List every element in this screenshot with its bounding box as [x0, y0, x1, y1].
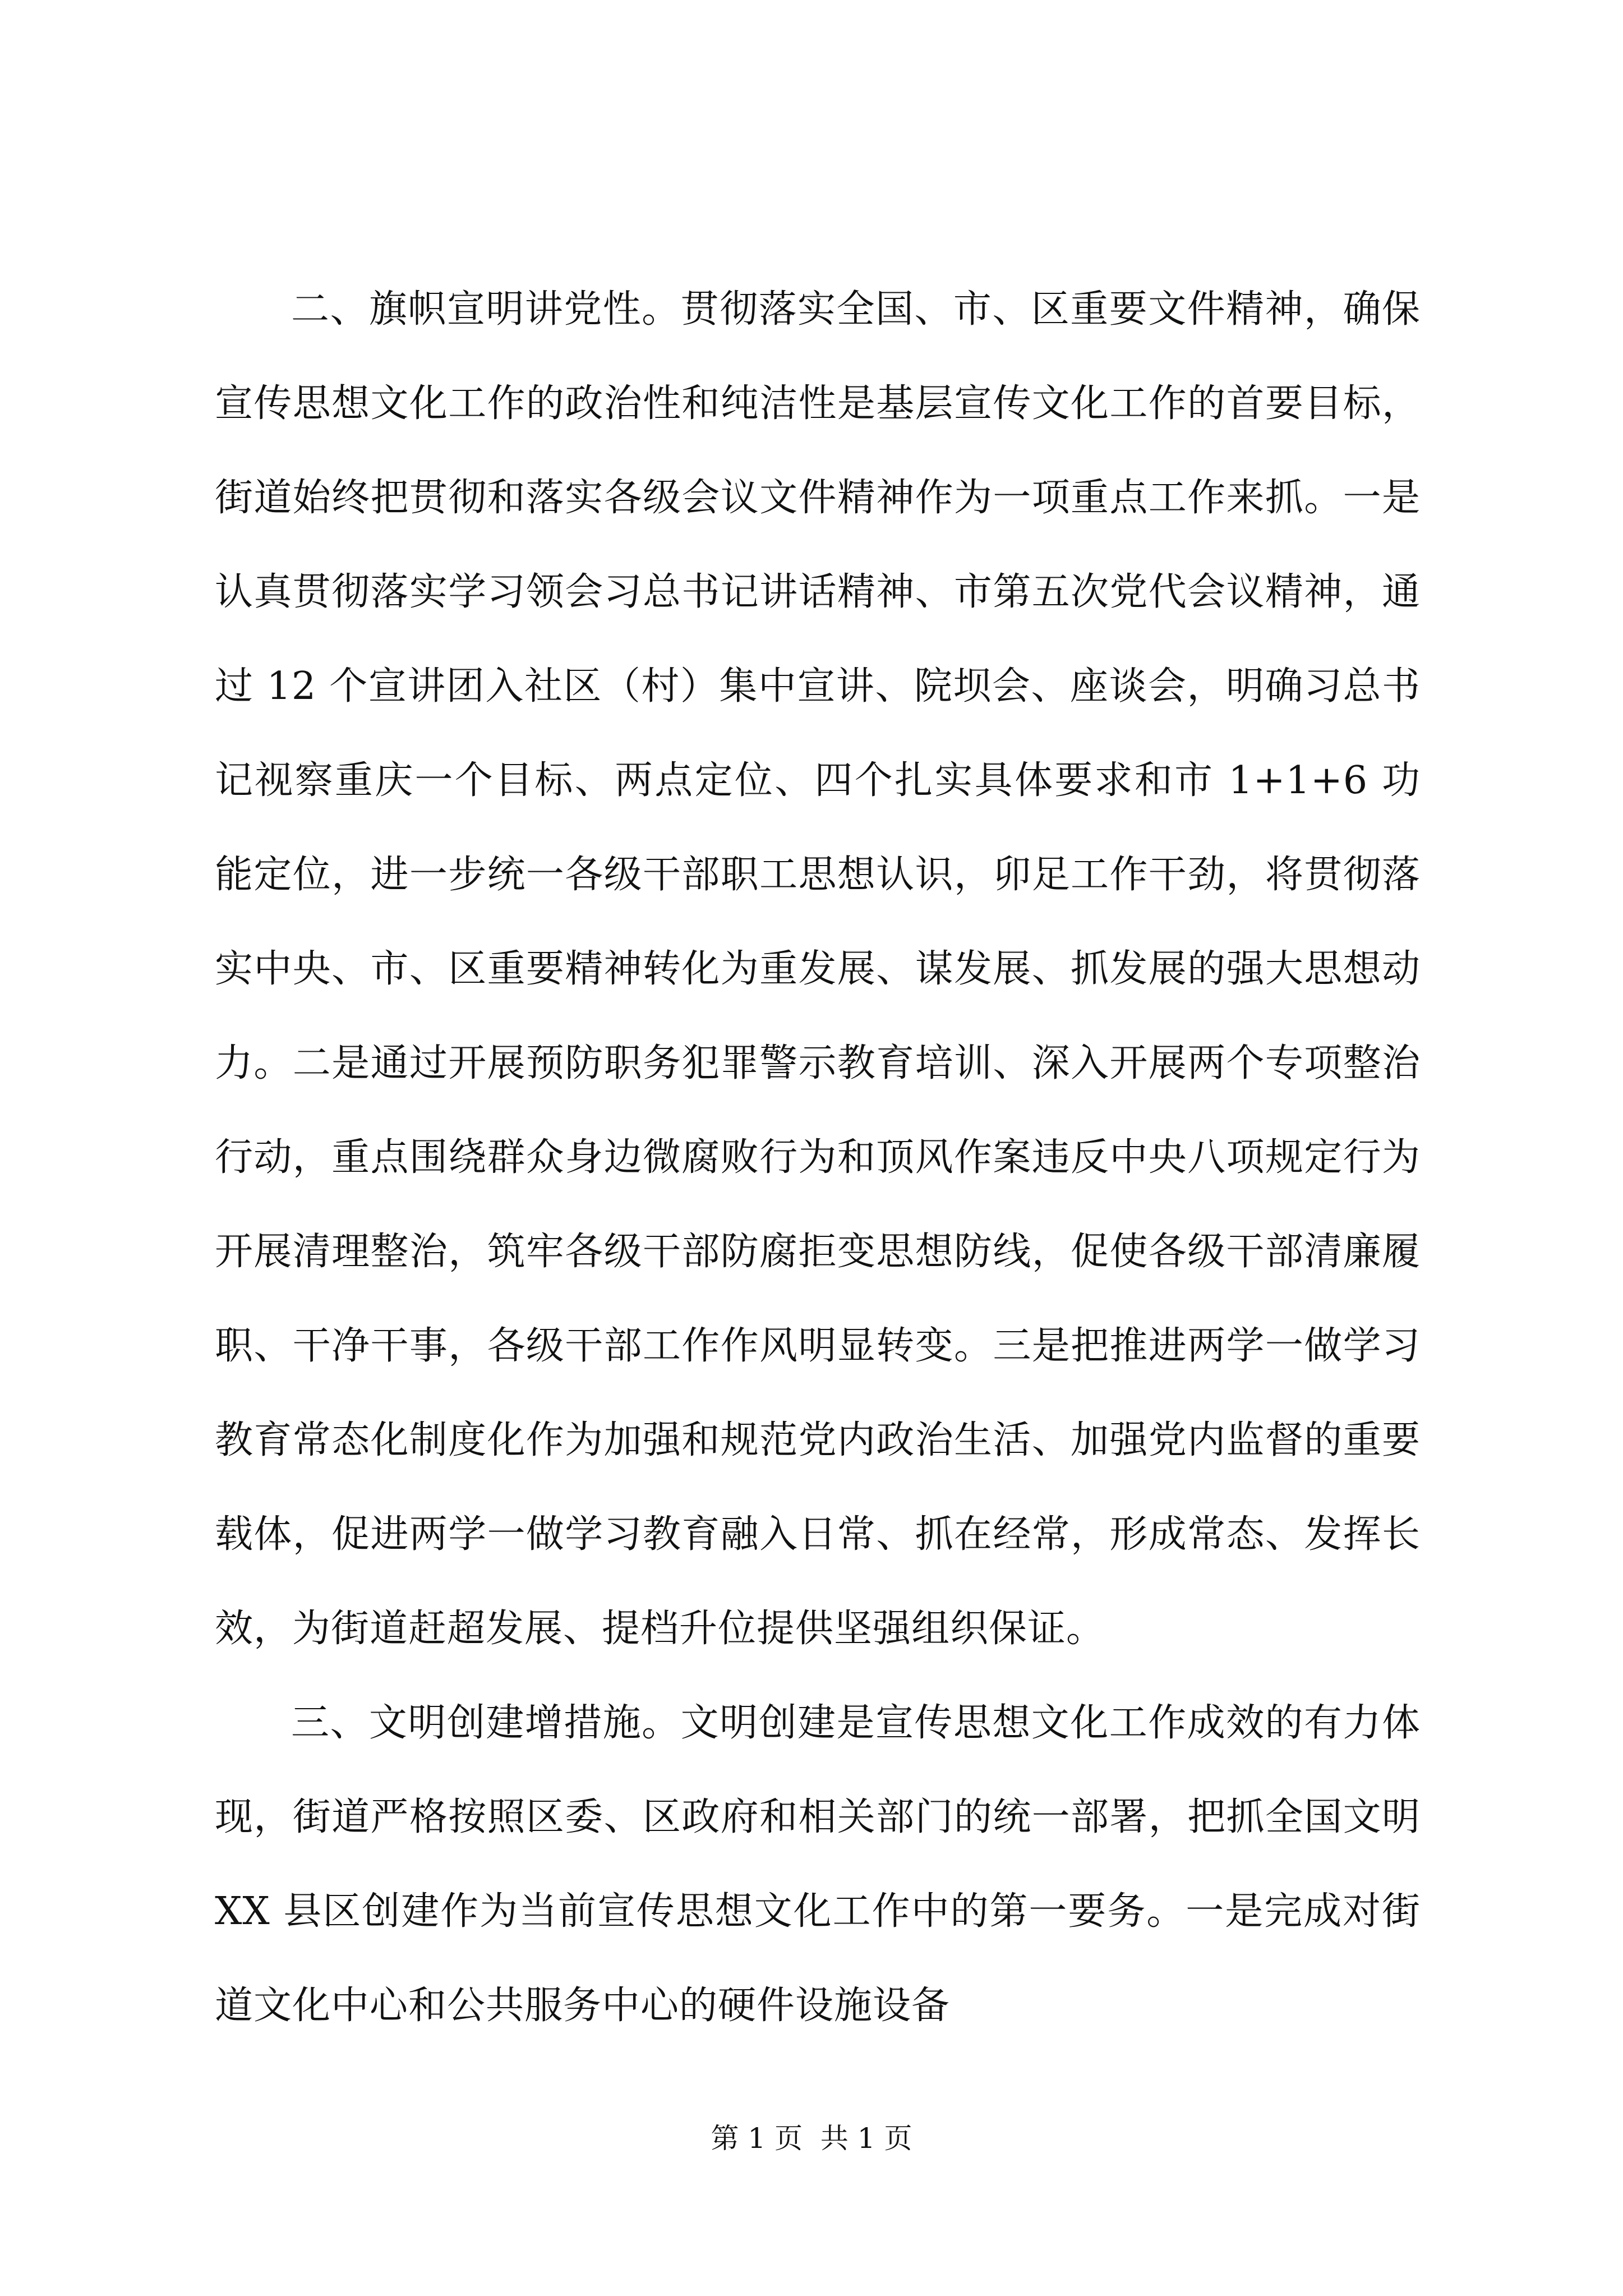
- paragraph-2: 二、旗帜宣明讲党性。贯彻落实全国、市、区重要文件精神，确保宣传思想文化工作的政治性和纯洁性是基层宣传文化工作的首要目标，街道始终把贯彻和落实各级会议文件精神作为一项重点工作来抓。一是认真贯彻落实学习领会习总书记讲话精神、市第五次党代会议精神，通过 12 个宣讲团入社区（村）集中宣讲、院坝会、座谈会，明确习总书记视察重庆一个目标、两点定位、四个扎实具体要求和市 1+1+6 功能定位，进一步统一各级干部职工思想认识，卯足工作干劲，将贯彻落实中央、市、区重要精神转化为重发展、谋发展、抓发展的强大思想动力。二是通过开展预防职务犯罪警示教育培训、深入开展两个专项整治行动，重点围绕群众身边微腐败行为和顶风作案违反中央八项规定行为开展清理整治，筑牢各级干部防腐拒变思想防线，促使各级干部清廉履职、干净干事，各级干部工作作风明显转变。三是把推进两学一做学习教育常态化制度化作为加强和规范党内政治生活、加强党内监督的重要载体，促进两学一做学习教育融入日常、抓在经常，形成常态、发挥长效，为街道赶超发展、提档升位提供坚强组织保证。: [215, 287, 1421, 1651]
- paragraph-3: 三、文明创建增措施。文明创建是宣传思想文化工作成效的有力体现，街道严格按照区委、区政府和相关部门的统一部署，把抓全国文明 XX 县区创建作为当前宣传思想文化工作中的第一要务。一是完成对街道文化中心和公共服务中心的硬件设施设备: [215, 1701, 1421, 2028]
- document-body: [215, 263, 1421, 2053]
- page-footer: 第 1 页 共 1 页: [711, 2122, 912, 2155]
